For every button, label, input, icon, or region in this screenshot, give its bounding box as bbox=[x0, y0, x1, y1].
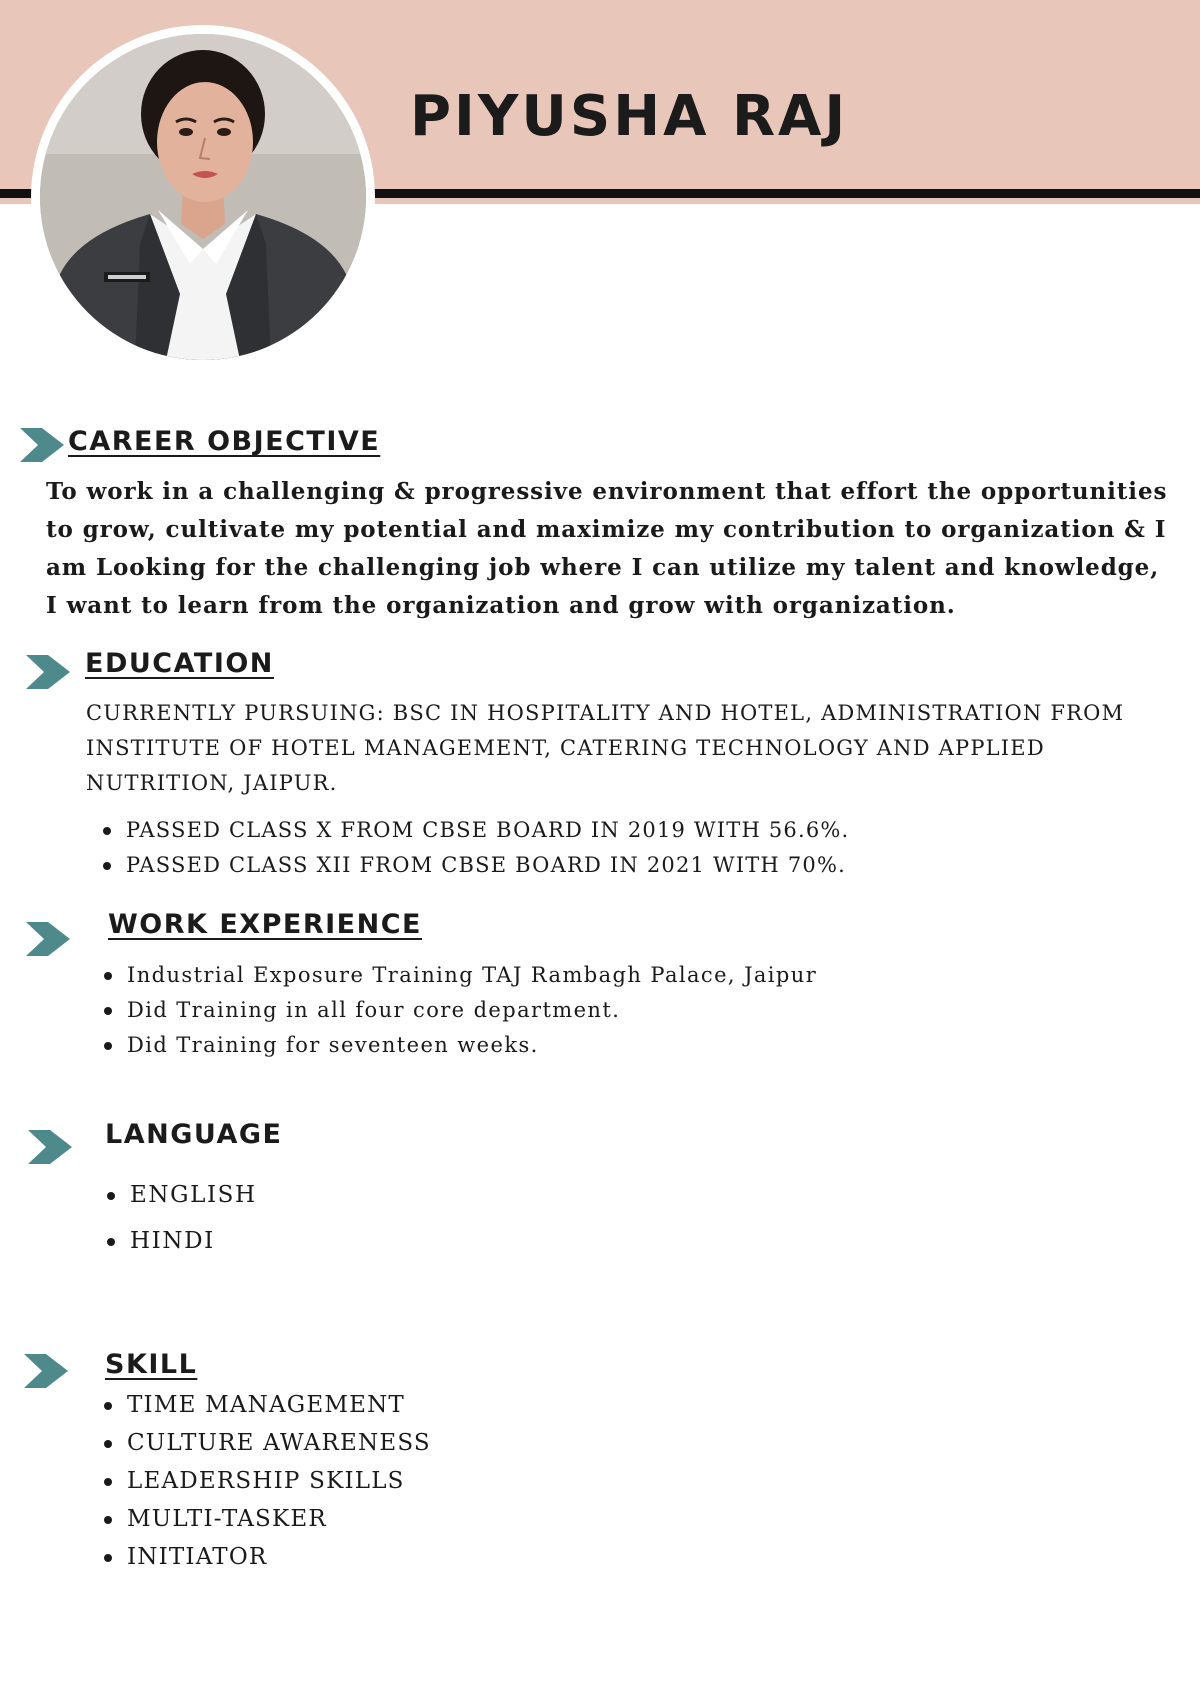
list-item: Did Training for seventeen weeks. bbox=[101, 1028, 1101, 1063]
list-item: LEADERSHIP SKILLS bbox=[101, 1462, 701, 1500]
section-title-education: EDUCATION bbox=[85, 648, 274, 679]
list-item: INITIATOR bbox=[101, 1538, 701, 1576]
list-item: TIME MANAGEMENT bbox=[101, 1386, 701, 1424]
skill-list bbox=[101, 1386, 701, 1576]
education-list bbox=[100, 813, 1100, 883]
list-item: CULTURE AWARENESS bbox=[101, 1424, 701, 1462]
career-objective-text: To work in a challenging & progressive environment that effort the opportunities to grow, cultivate my potential and maximize my contribution to organization & I am Looking for the challenging job where I can utilize my talent and knowledge, I want to learn from the organization and grow with organization. bbox=[46, 478, 1168, 619]
chevron-right-icon bbox=[26, 922, 70, 956]
candidate-name: PIYUSHA RAJ bbox=[410, 84, 849, 149]
chevron-right-icon bbox=[28, 1130, 72, 1164]
list-item: MULTI-TASKER bbox=[101, 1500, 701, 1538]
section-title-language: LANGUAGE bbox=[105, 1119, 283, 1150]
avatar bbox=[40, 34, 366, 360]
work-experience-list bbox=[101, 958, 1101, 1063]
profile-photo bbox=[40, 34, 366, 360]
language-list bbox=[104, 1172, 704, 1264]
section-title-skill: SKILL bbox=[105, 1349, 198, 1380]
chevron-right-icon bbox=[24, 1354, 68, 1388]
list-item: HINDI bbox=[104, 1218, 704, 1264]
list-item: PASSED CLASS XII FROM CBSE BOARD IN 2021 WITH 70%. bbox=[100, 848, 1100, 883]
section-title-work-experience: WORK EXPERIENCE bbox=[108, 909, 422, 940]
list-item: Industrial Exposure Training TAJ Rambagh Palace, Jaipur bbox=[101, 958, 1101, 993]
chevron-right-icon bbox=[20, 428, 64, 462]
list-item: Did Training in all four core department. bbox=[101, 993, 1101, 1028]
education-current: CURRENTLY PURSUING: BSC IN HOSPITALITY AND HOTEL, ADMINISTRATION FROM INSTITUTE OF HOTEL MANAGEMENT, CATERING TECHNOLOGY AND APPLIED NUTRITION, JAIPUR. bbox=[86, 701, 1125, 795]
list-item: PASSED CLASS X FROM CBSE BOARD IN 2019 WITH 56.6%. bbox=[100, 813, 1100, 848]
chevron-right-icon bbox=[26, 655, 70, 689]
section-title-career-objective: CAREER OBJECTIVE bbox=[68, 426, 381, 457]
list-item: ENGLISH bbox=[104, 1172, 704, 1218]
